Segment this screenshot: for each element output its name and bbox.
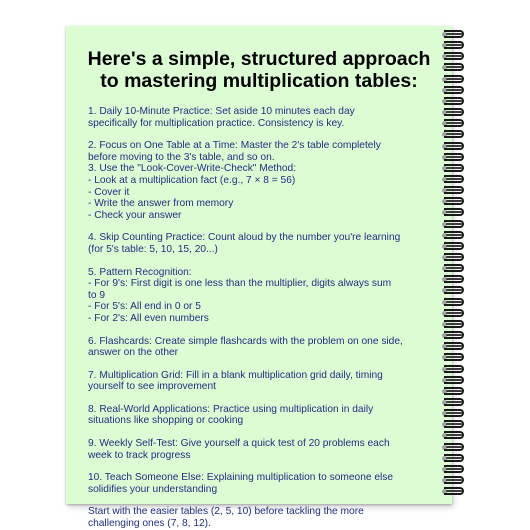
spiral-coil [436,275,466,284]
coil-wire-inner [446,301,462,303]
tip-line: before moving to the 3's table, and so on. [88,151,275,163]
coil-wire-inner [446,490,462,492]
tip-line: to 9 [88,289,105,301]
spiral-coil [436,186,466,195]
spiral-coil [436,164,466,173]
tip-line: 6. Flashcards: Create simple flashcards with the problem on one side, [88,335,403,347]
coil-wire-inner [446,245,462,247]
coil-wire-inner [446,178,462,180]
coil-wire-inner [446,156,462,158]
closing-note [88,506,438,529]
tip-line: 9. Weekly Self-Test: Give yourself a quick test of 20 problems each [88,438,390,450]
title-line-2: to mastering multiplication tables: [100,70,418,92]
spiral-coil [436,97,466,106]
tip-line: 3. Use the "Look-Cover-Write-Check" Method: [88,163,297,175]
spiral-coil [436,409,466,418]
closing-line: Start with the easier tables (2, 5, 10) before tackling the more [88,506,364,518]
tip-line: - Look at a multiplication fact (e.g., 7 × 8 = 56) [88,174,296,186]
tip-line: answer on the other [88,347,179,359]
coil-wire-inner [446,479,462,481]
tip-3 [88,163,438,221]
coil-wire-inner [446,189,462,191]
spiral-coil [436,30,466,39]
spiral-coil [436,365,466,374]
spiral-coil [436,454,466,463]
coil-wire-inner [446,200,462,202]
spiral-coil [436,286,466,295]
coil-wire-inner [446,44,462,46]
spiral-coil [436,487,466,496]
coil-wire-inner [446,223,462,225]
spiral-coil [436,197,466,206]
spiral-coil [436,331,466,340]
coil-wire-inner [446,345,462,347]
coil-wire-inner [446,446,462,448]
tip-10 [88,472,438,495]
coil-wire-inner [446,111,462,113]
spiral-coil [436,264,466,273]
tip-line: 10. Teach Someone Else: Explaining multiplication to someone else [88,472,394,484]
tip-line: situations like shopping or cooking [88,415,244,427]
tip-line: 8. Real-World Applications: Practice using multiplication in daily [88,403,374,415]
coil-wire-inner [446,379,462,381]
tip-2 [88,140,438,163]
tip-line: - For 5's: All end in 0 or 5 [88,301,201,313]
coil-wire-inner [446,412,462,414]
tip-6 [88,336,438,359]
coil-wire-inner [446,457,462,459]
coil-wire-inner [446,323,462,325]
spiral-coil [436,431,466,440]
tip-line: - Check your answer [88,209,182,221]
tips-list [88,106,438,530]
spiral-coil [436,142,466,151]
coil-wire-inner [446,256,462,258]
coil-wire-inner [446,89,462,91]
tip-7 [88,370,438,393]
coil-wire-inner [446,78,462,80]
spiral-coil [436,242,466,251]
tip-line: - Write the answer from memory [88,198,234,210]
spiral-coil [436,253,466,262]
coil-wire-inner [446,267,462,269]
coil-wire-inner [446,33,462,35]
tip-line: 2. Focus on One Table at a Time: Master the 2's table completely [88,140,381,152]
spiral-binding [436,30,468,500]
coil-wire-inner [446,55,462,57]
spiral-coil [436,420,466,429]
coil-wire-inner [446,100,462,102]
tip-5 [88,267,438,325]
coil-wire-inner [446,401,462,403]
tip-line: yourself to see improvement [88,381,216,393]
tip-line: 1. Daily 10-Minute Practice: Set aside 10 minutes each day [88,106,355,117]
tip-line: 7. Multiplication Grid: Fill in a blank multiplication grid daily, timing [88,369,383,381]
tip-line: solidifies your understanding [88,483,218,495]
coil-wire-inner [446,423,462,425]
coil-wire-inner [446,234,462,236]
tip-line: specifically for multiplication practice. Consistency is key. [88,117,345,129]
spiral-coil [436,387,466,396]
spiral-coil [436,376,466,385]
spiral-coil [436,443,466,452]
spiral-coil [436,298,466,307]
coil-wire-inner [446,468,462,470]
tip-1 [88,106,438,129]
spiral-coil [436,108,466,117]
tip-line: - For 9's: First digit is one less than the multiplier, digits always sum [88,278,392,290]
spiral-coil [436,220,466,229]
coil-wire-inner [446,368,462,370]
coil-wire-inner [446,278,462,280]
coil-wire-inner [446,390,462,392]
spiral-coil [436,476,466,485]
page-title [76,48,442,92]
tip-8 [88,404,438,427]
tip-9 [88,438,438,461]
spiral-coil [436,465,466,474]
title-line-1: Here's a simple, structured approach [87,48,431,70]
spiral-coil [436,153,466,162]
closing-line: challenging ones (7, 8, 12). [88,518,211,530]
coil-wire-inner [446,145,462,147]
tip-line: 5. Pattern Recognition: [88,266,192,278]
tip-line: week to track progress [88,449,191,461]
spiral-coil [436,208,466,217]
tip-line: 4. Skip Counting Practice: Count aloud by the number you're learning [88,232,401,244]
spiral-coil [436,398,466,407]
spiral-coil [436,119,466,128]
spiral-coil [436,309,466,318]
spiral-coil [436,231,466,240]
tip-line: (for 5's table: 5, 10, 15, 20...) [88,243,218,255]
coil-wire-inner [446,167,462,169]
tip-line: - For 2's: All even numbers [88,312,209,324]
coil-wire-inner [446,334,462,336]
tip-line: - Cover it [88,186,130,198]
spiral-coil [436,342,466,351]
coil-wire-inner [446,122,462,124]
spiral-coil [436,175,466,184]
coil-wire-inner [446,312,462,314]
spiral-coil [436,353,466,362]
tip-4 [88,232,438,255]
spiral-coil [436,320,466,329]
spiral-coil [436,130,466,139]
